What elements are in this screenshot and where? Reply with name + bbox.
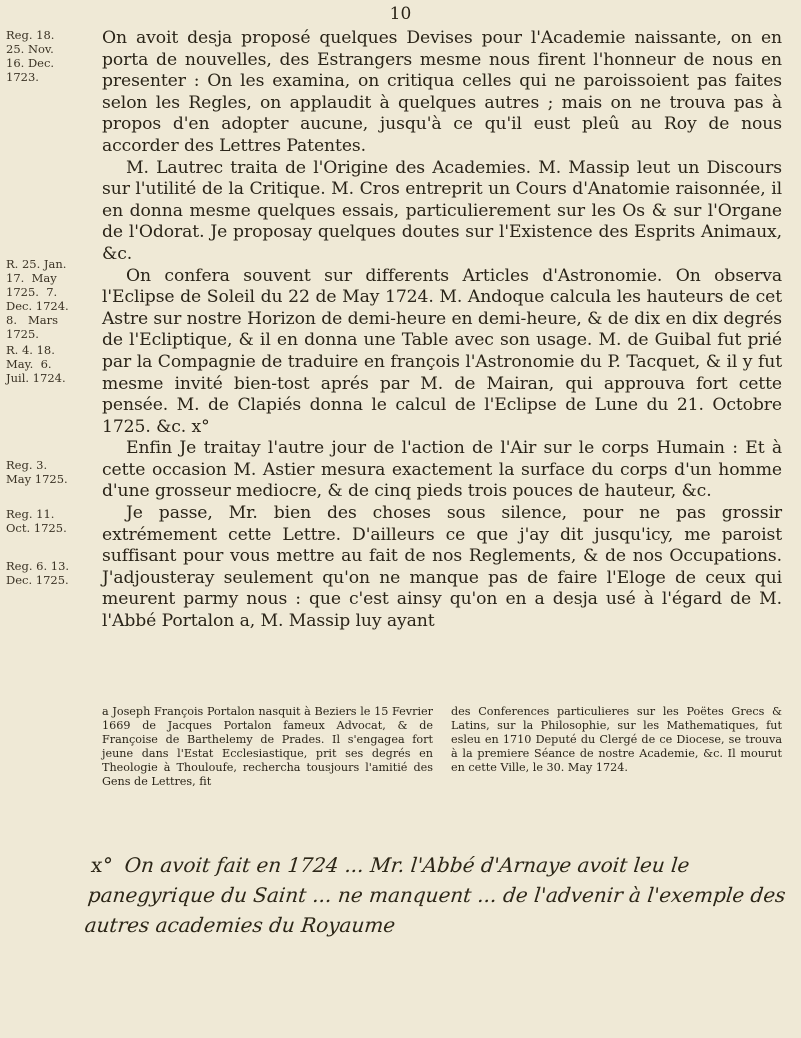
footnote-left: a Joseph François Portalon nasquit à Beziers le 15 Fevrier 1669 de Jacques Portalon fameux Advocat, & de Françoise de Barthelemy de Prades. Il s'engagea fort jeune dans l'Estat Ecclesiastique, prit ses degrés en Theologie à Thouloufe, rechercha tousjours l'amitié des Gens de Lettres, fit [102, 705, 433, 788]
paragraph: On confera souvent sur differents Articles d'Astronomie. On observa l'Eclipse de Soleil du 22 de May 1724. M. Andoque calcula les hauteurs de cet Astre sur nostre Horizon de demi-heure en demi-heure, & de dix en dix degrés de l'Ecliptique, & il en donna une Table avec son usage. M. de Guibal fut prié par la Compagnie de traduire en françois l'Astronomie du P. Tacquet, & il y fut mesme invité bien-tost aprés par M. de Mairan, qui approuva fort cette pensée. M. de Clapiés donna le calcul de l'Eclipse de Lune du 21. Octobre 1725. &c. x° [102, 265, 782, 437]
margin-note: R. 4. 18. May. 6. Juil. 1724. [6, 343, 66, 385]
paragraph: M. Lautrec traita de l'Origine des Academies. M. Massip leut un Discours sur l'utilité de la Critique. M. Cros entreprit un Cours d'Anatomie raisonnée, il en donna mesme quelques essais, particulierement sur les Os & sur l'Organe de l'Odorat. Je proposay quelques doutes sur l'Existence des Esprits Animaux, &c. [102, 157, 782, 264]
footnotes [102, 705, 782, 789]
paragraph: Je passe, Mr. bien des choses sous silence, pour ne pas grossir extrémement cette Lettre. D'ailleurs ce que j'ay dit jusqu'icy, me paroist suffisant pour vous mettre au fait de nos Reglements, & de nos Occupations. J'adjousteray seulement qu'on ne manque pas de faire l'Eloge de ceux qui meurent parmy nous : que c'est ainsy qu'on en a desja usé à l'égard de M. l'Abbé Portalon a, M. Massip luy ayant [102, 503, 782, 632]
handwritten-note: On avoit fait en 1724 ... Mr. l'Abbé d'Arnaye avoit leu le panegyrique du Saint ... ne manquent ... de l'advenir à l'exemple des autres academies du Royaume [83, 853, 787, 937]
margin-note: Reg. 18. 25. Nov. 16. Dec. 1723. [6, 28, 55, 84]
footnote-right: des Conferences particulieres sur les Poëtes Grecs & Latins, sur la Philosophie, sur les Mathematiques, fut esleu en 1710 Deputé du Clergé de ce Diocese, se trouva à la premiere Séance de nostre Academie, &c. Il mourut en cette Ville, le 30. May 1724. [451, 705, 782, 774]
margin-note: Reg. 3. May 1725. [6, 458, 68, 486]
margin-note: Reg. 11. Oct. 1725. [6, 507, 67, 535]
margin-note: Reg. 6. 13. Dec. 1725. [6, 559, 70, 587]
handwritten-annotation [83, 850, 792, 940]
main-text [102, 28, 782, 633]
handwritten-mark: x° [89, 853, 114, 877]
paragraph: Enfin Je traitay l'autre jour de l'action de l'Air sur le corps Humain : Et à cette occasion M. Astier mesura exactement la surface du corps d'un homme d'une grosseur mediocre, & de cinq pieds trois pouces de hauteur, &c. [102, 438, 782, 502]
paragraph: On avoit desja proposé quelques Devises pour l'Academie naissante, on en porta de nouvelles, des Estrangers mesme nous firent l'honneur de nous en presenter : On les examina, on critiqua celles qui ne paroissoient pas faites selon les Regles, on applaudit à quelques autres ; mais on ne trouva pas à propos d'en adopter aucune, jusqu'à ce qu'il eust pleû au Roy de nous accorder des Lettres Patentes. [102, 28, 782, 156]
page-number: 10 [389, 4, 412, 24]
margin-note: R. 25. Jan. 17. May 1725. 7. Dec. 1724. 8. Mars 1725. [6, 257, 69, 341]
